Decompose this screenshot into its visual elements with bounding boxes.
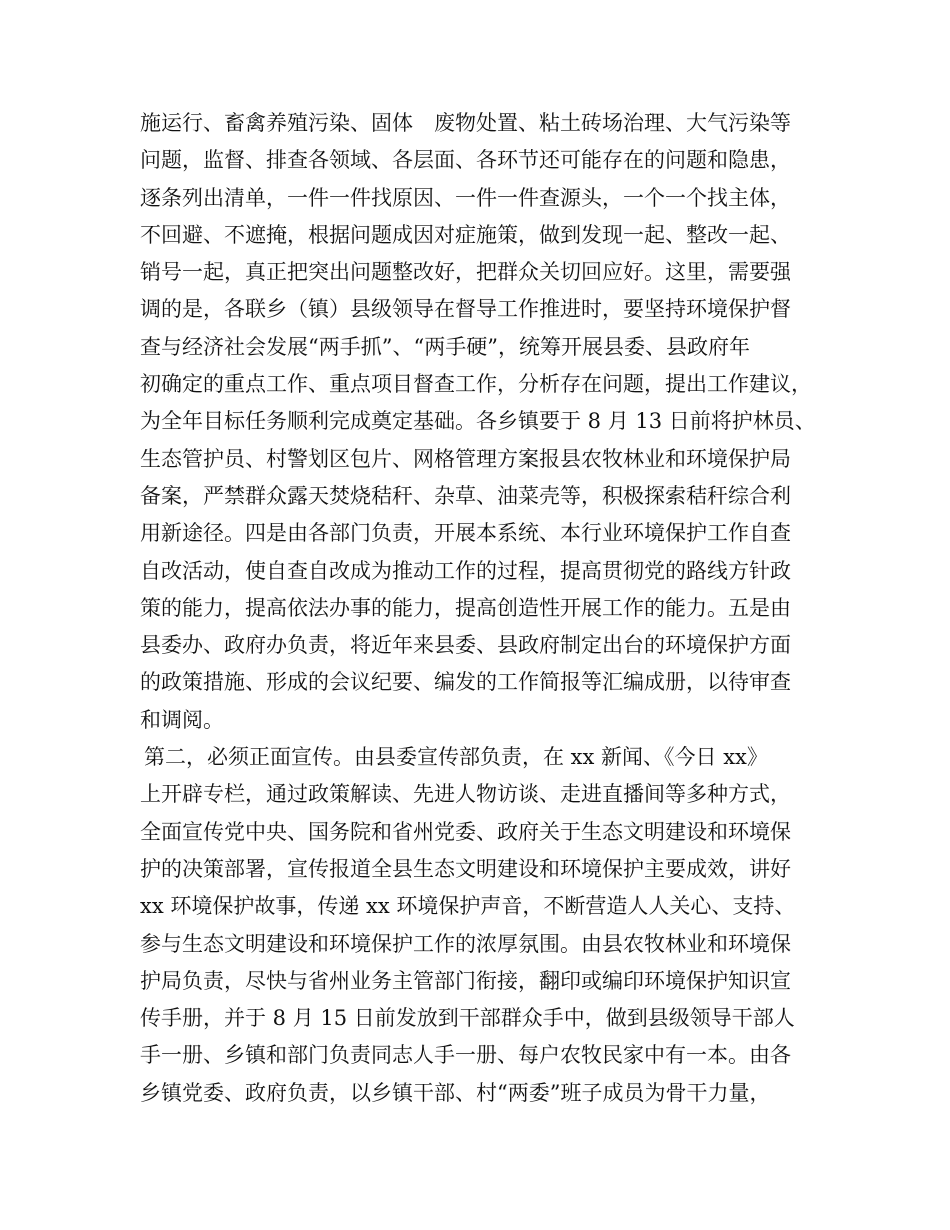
text-line: 策的能力，提高依法办事的能力，提高创造性开展工作的能力。五是由 xyxy=(140,595,791,620)
text-line: 乡镇党委、政府负责，以乡镇干部、村“两委”班子成员为骨干力量， xyxy=(140,1080,771,1105)
text-line: 传手册，并于 8 月 15 日前发放到干部群众手中，做到县级领导干部人 xyxy=(140,1006,795,1031)
section-heading-line: 第二，必须正面宣传。由县委宣传部负责，在 xx 新闻、《今日 xx》 xyxy=(144,745,768,770)
text-line: 问题，监督、排查各领域、各层面、各环节还可能存在的问题和隐患， xyxy=(140,148,791,173)
text-line: 为全年目标任务顺利完成奠定基础。各乡镇要于 8 月 13 日前将护林员、 xyxy=(140,409,816,434)
text-line: 的政策措施、形成的会议纪要、编发的工作简报等汇编成册，以待审查 xyxy=(140,670,791,695)
text-line: xx 环境保护故事，传递 xx 环境保护声音，不断营造人人关心、支持、 xyxy=(140,894,796,919)
body-text xyxy=(140,105,830,1112)
text-line: 参与生态文明建设和环境保护工作的浓厚氛围。由县农牧林业和环境保 xyxy=(140,931,791,956)
text-line: 查与经济社会发展“两手抓”、“两手硬”，统筹开展县委、县政府年 xyxy=(140,334,750,359)
text-line: 不回避、不遮掩，根据问题成因对症施策，做到发现一起、整改一起、 xyxy=(140,222,791,247)
text-line: 护的决策部署，宣传报道全县生态文明建设和环境保护主要成效，讲好 xyxy=(140,856,791,881)
text-line: 生态管护员、村警划区包片、网格管理方案报县农牧林业和环境保护局 xyxy=(140,446,791,471)
text-line: 和调阅。 xyxy=(140,707,224,732)
text-line: 初确定的重点工作、重点项目督查工作，分析存在问题，提出工作建议， xyxy=(140,372,812,397)
text-line: 施运行、畜禽养殖污染、固体 废物处置、粘土砖场治理、大气污染等 xyxy=(140,111,791,135)
text-line: 用新途径。四是由各部门负责，开展本系统、本行业环境保护工作自查 xyxy=(140,521,791,546)
text-line: 县委办、政府办负责，将近年来县委、县政府制定出台的环境保护方面 xyxy=(140,633,791,658)
text-line: 备案，严禁群众露天焚烧秸秆、杂草、油菜壳等，积极探索秸秆综合利 xyxy=(140,483,791,508)
text-line: 手一册、乡镇和部门负责同志人手一册、每户农牧民家中有一本。由各 xyxy=(140,1043,791,1068)
text-line: 全面宣传党中央、国务院和省州党委、政府关于生态文明建设和环境保 xyxy=(140,819,791,844)
text-line: 自改活动，使自查自改成为推动工作的过程，提高贯彻党的路线方针政 xyxy=(140,558,791,583)
text-line: 上开辟专栏，通过政策解读、先进人物访谈、走进直播间等多种方式， xyxy=(140,782,791,807)
text-line: 调的是，各联乡（镇）县级领导在督导工作推进时，要坚持环境保护督 xyxy=(140,297,791,322)
text-line: 护局负责，尽快与省州业务主管部门衔接，翻印或编印环境保护知识宣 xyxy=(140,968,791,993)
text-line: 销号一起，真正把突出问题整改好，把群众关切回应好。这里，需要强 xyxy=(140,260,791,285)
text-line: 逐条列出清单，一件一件找原因、一件一件查源头，一个一个找主体， xyxy=(140,185,791,210)
